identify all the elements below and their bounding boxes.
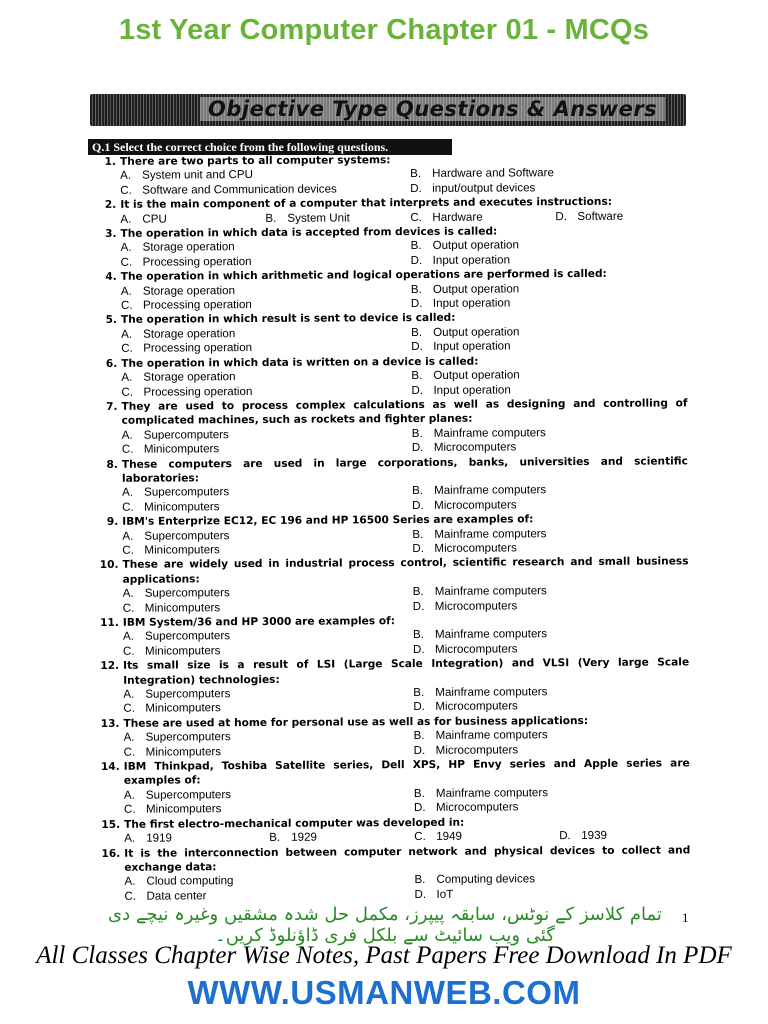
option-letter: C. bbox=[123, 702, 136, 716]
question-item bbox=[90, 151, 686, 198]
option-letter: D. bbox=[412, 498, 424, 512]
option-letter: B. bbox=[265, 211, 277, 225]
option-letter: C. bbox=[122, 644, 135, 658]
options-grid bbox=[92, 483, 688, 515]
option-text: Microcomputers bbox=[434, 642, 518, 656]
option-text: Input operation bbox=[433, 339, 511, 354]
option-text: Minicomputers bbox=[143, 442, 220, 456]
option-letter: C. bbox=[123, 745, 136, 759]
option-text: Storage operation bbox=[143, 326, 236, 341]
page-number: 1 bbox=[682, 910, 689, 925]
question-body: IBM System/36 and HP 3000 are examples of: bbox=[122, 615, 395, 629]
option-letter: D. bbox=[555, 209, 568, 223]
option-text: Mainframe computers bbox=[434, 483, 547, 498]
question-number: 10. bbox=[99, 559, 119, 572]
option-text: Input operation bbox=[432, 296, 511, 310]
question-body: It is the main component of a computer that interprets and executes instructions: bbox=[120, 196, 613, 212]
option-letter: C. bbox=[120, 255, 133, 269]
option-letter: A. bbox=[123, 730, 135, 745]
question-item bbox=[93, 713, 689, 760]
options-grid bbox=[93, 584, 689, 616]
question-body: These are used at home for personal use as well as for business applications: bbox=[123, 714, 589, 730]
option-letter: C. bbox=[121, 385, 134, 399]
option-text: Minicomputers bbox=[145, 802, 222, 816]
question-number: 6. bbox=[105, 357, 118, 370]
option-letter: D. bbox=[410, 181, 422, 195]
option-letter: B. bbox=[410, 282, 422, 296]
option-letter: D. bbox=[411, 383, 424, 397]
option-letter: D. bbox=[412, 642, 425, 656]
option-text: Supercomputers bbox=[144, 586, 230, 600]
options-grid bbox=[93, 627, 689, 659]
option-letter: B. bbox=[414, 873, 426, 887]
option-item bbox=[124, 831, 269, 846]
option-text: Supercomputers bbox=[144, 528, 230, 543]
option-letter: A. bbox=[122, 630, 134, 644]
options-grid bbox=[92, 526, 688, 558]
question-item bbox=[94, 843, 690, 904]
option-letter: C. bbox=[121, 342, 133, 356]
question-item bbox=[91, 267, 687, 314]
option-text: Supercomputers bbox=[145, 788, 232, 802]
option-text: Processing operation bbox=[143, 341, 253, 355]
options-grid bbox=[90, 166, 686, 198]
question-body: IBM's Enterprize EC12, EC 196 and HP 16500 Series are examples of: bbox=[122, 513, 534, 528]
option-letter: C. bbox=[122, 543, 135, 557]
question-body: The operation in which data is accepted from devices is called: bbox=[120, 225, 498, 240]
option-letter: B. bbox=[411, 369, 423, 383]
question-text bbox=[92, 454, 688, 486]
question-body: There are two parts to all computer systems: bbox=[120, 154, 391, 168]
option-text: Hardware bbox=[432, 210, 483, 224]
option-letter: B. bbox=[413, 729, 425, 743]
option-text: Minicomputers bbox=[144, 644, 221, 658]
options-grid bbox=[94, 728, 690, 760]
section-heading: Q.1 Select the correct choice from the following questions. bbox=[88, 139, 452, 155]
option-text: Storage operation bbox=[143, 370, 236, 384]
question-item bbox=[92, 555, 688, 616]
option-text: Mainframe computers bbox=[434, 526, 547, 541]
question-item bbox=[94, 756, 690, 817]
question-item bbox=[94, 814, 690, 846]
option-text: Mainframe computers bbox=[435, 786, 549, 800]
question-number: 5. bbox=[105, 314, 118, 327]
option-text: System unit and CPU bbox=[142, 168, 254, 183]
website-link[interactable]: WWW.USMANWEB.COM bbox=[187, 974, 581, 1011]
options-grid bbox=[94, 785, 690, 817]
option-text: Storage operation bbox=[142, 240, 235, 255]
question-number: 16. bbox=[101, 847, 121, 860]
question-item bbox=[90, 223, 686, 270]
option-letter: A. bbox=[120, 169, 132, 183]
option-text: Minicomputers bbox=[144, 543, 220, 557]
options-grid bbox=[93, 684, 689, 716]
option-letter: D. bbox=[413, 801, 426, 815]
option-item bbox=[269, 830, 414, 845]
option-letter: D. bbox=[412, 541, 425, 556]
question-body: It is the interconnection between computer network and physical devices to collect and exchange data: bbox=[124, 843, 691, 874]
option-text: Input operation bbox=[432, 253, 511, 267]
question-number: 14. bbox=[100, 760, 120, 774]
option-text: Microcomputers bbox=[435, 699, 518, 714]
option-letter: C. bbox=[122, 500, 134, 514]
option-item bbox=[555, 209, 700, 224]
option-letter: B. bbox=[413, 786, 425, 800]
option-text: Cloud computing bbox=[146, 874, 234, 888]
option-letter: A. bbox=[122, 486, 134, 500]
question-item bbox=[91, 310, 687, 357]
option-text: Processing operation bbox=[142, 298, 252, 312]
option-letter: B. bbox=[412, 628, 424, 642]
question-item bbox=[90, 195, 686, 227]
question-number: 11. bbox=[100, 616, 119, 629]
options-grid bbox=[92, 425, 688, 457]
option-text: Mainframe computers bbox=[435, 728, 548, 743]
question-number: 2. bbox=[104, 199, 117, 212]
options-grid bbox=[91, 324, 687, 356]
option-letter: B. bbox=[411, 325, 423, 339]
option-letter: C. bbox=[121, 442, 134, 456]
option-text: Output operation bbox=[432, 282, 520, 296]
option-letter: B. bbox=[412, 484, 424, 498]
option-text: Hardware and Software bbox=[432, 166, 554, 181]
question-number: 7. bbox=[106, 400, 118, 413]
option-text: Storage operation bbox=[142, 283, 236, 298]
option-text: Output operation bbox=[432, 238, 519, 253]
option-text: Minicomputers bbox=[145, 744, 222, 759]
option-text: Supercomputers bbox=[145, 687, 231, 701]
option-item bbox=[559, 828, 704, 843]
option-text: Minicomputers bbox=[144, 499, 220, 514]
option-letter: C. bbox=[410, 210, 423, 224]
option-text: Processing operation bbox=[142, 254, 252, 269]
option-text: System Unit bbox=[287, 211, 350, 225]
question-body: These computers are used in large corporations, banks, universities and scientific laboratories: bbox=[121, 454, 688, 485]
option-letter: D. bbox=[411, 441, 424, 455]
option-letter: A. bbox=[123, 687, 135, 701]
option-letter: D. bbox=[411, 340, 423, 354]
question-body: The operation in which arithmetic and logical operations are performed is called: bbox=[120, 268, 607, 284]
option-text: Output operation bbox=[433, 368, 520, 383]
options-grid bbox=[91, 238, 687, 270]
question-body: The first electro-mechanical computer was developed in: bbox=[124, 816, 465, 831]
question-item bbox=[91, 353, 687, 400]
option-letter: D. bbox=[410, 253, 423, 267]
question-item bbox=[93, 612, 689, 659]
option-letter: C. bbox=[122, 601, 135, 615]
question-text bbox=[94, 756, 690, 788]
option-letter: B. bbox=[411, 426, 423, 440]
option-text: Supercomputers bbox=[144, 485, 230, 500]
option-text: Minicomputers bbox=[144, 600, 221, 615]
option-letter: B. bbox=[412, 527, 424, 541]
option-letter: A. bbox=[120, 212, 132, 226]
option-text: 1939 bbox=[581, 828, 608, 843]
option-text: Microcomputers bbox=[434, 498, 517, 512]
option-letter: A. bbox=[120, 241, 132, 255]
option-item bbox=[414, 829, 559, 844]
option-text: IoT bbox=[436, 887, 454, 901]
options-grid bbox=[91, 367, 687, 399]
option-text: Mainframe computers bbox=[433, 425, 546, 440]
option-letter: D. bbox=[413, 743, 426, 757]
option-letter: A. bbox=[124, 875, 136, 889]
option-text: Processing operation bbox=[143, 384, 253, 399]
option-letter: B. bbox=[410, 167, 422, 181]
question-number: 12. bbox=[100, 660, 120, 673]
option-item bbox=[410, 210, 555, 225]
option-text: 1949 bbox=[436, 829, 463, 843]
option-text: 1929 bbox=[291, 830, 318, 844]
option-letter: D. bbox=[410, 297, 423, 311]
mcq-list bbox=[90, 151, 691, 904]
option-text: CPU bbox=[142, 212, 167, 226]
question-text bbox=[91, 396, 687, 428]
option-item bbox=[414, 886, 704, 902]
option-text: Data center bbox=[146, 889, 207, 903]
option-letter: A. bbox=[122, 529, 134, 543]
question-number: 8. bbox=[106, 458, 118, 471]
option-text: Microcomputers bbox=[435, 800, 519, 815]
question-number: 4. bbox=[105, 271, 117, 284]
question-text bbox=[93, 656, 689, 688]
option-letter: D. bbox=[413, 700, 426, 714]
option-letter: A. bbox=[123, 788, 135, 802]
question-item bbox=[92, 512, 688, 559]
option-text: input/output devices bbox=[432, 181, 536, 195]
option-text: Input operation bbox=[433, 382, 511, 397]
option-letter: B. bbox=[269, 830, 281, 845]
option-letter: D. bbox=[414, 887, 427, 901]
option-letter: B. bbox=[412, 585, 424, 599]
option-letter: D. bbox=[559, 829, 571, 843]
option-letter: A. bbox=[122, 586, 134, 600]
option-text: Microcomputers bbox=[434, 598, 518, 613]
question-number: 15. bbox=[101, 818, 121, 831]
question-text bbox=[92, 555, 688, 587]
question-item bbox=[91, 396, 687, 457]
option-text: Microcomputers bbox=[433, 440, 517, 455]
option-text: Microcomputers bbox=[435, 743, 519, 757]
option-letter: C. bbox=[123, 803, 136, 817]
option-letter: A. bbox=[121, 370, 133, 384]
question-body: The operation in which data is written on a device is called: bbox=[121, 355, 479, 370]
options-grid bbox=[91, 281, 687, 313]
option-letter: A. bbox=[121, 327, 133, 341]
question-number: 3. bbox=[105, 227, 117, 240]
question-body: Its small size is a result of LSI (Large Scale Integration) and VLSI (Very large Scale Integration) technologies: bbox=[123, 656, 690, 687]
banner-text: Objective Type Questions & Answers bbox=[200, 97, 665, 121]
option-text: Supercomputers bbox=[144, 629, 231, 644]
option-text: Mainframe computers bbox=[435, 685, 548, 699]
option-text: Output operation bbox=[433, 325, 520, 339]
page-title: 1st Year Computer Chapter 01 - MCQs bbox=[118, 14, 650, 46]
question-item bbox=[93, 656, 689, 717]
tagline: All Classes Chapter Wise Notes, Past Papers Free Download In PDF bbox=[36, 942, 732, 969]
question-text bbox=[94, 843, 690, 875]
option-letter: B. bbox=[413, 685, 425, 700]
option-letter: B. bbox=[410, 239, 422, 253]
question-item bbox=[92, 454, 688, 515]
option-letter: D. bbox=[412, 599, 425, 613]
option-letter: A. bbox=[121, 428, 133, 442]
question-body: They are used to process complex calculations as well as designing and controlling of complicated machines, such as rockets and fighter planes: bbox=[121, 397, 688, 428]
question-body: IBM Thinkpad, Toshiba Satellite series, Dell XPS, HP Envy series and Apple series are examples of: bbox=[123, 757, 690, 788]
option-letter: A. bbox=[124, 831, 136, 845]
option-text: Computing devices bbox=[436, 872, 536, 887]
option-text: Supercomputers bbox=[145, 730, 231, 744]
question-number: 9. bbox=[106, 515, 119, 529]
option-text: Minicomputers bbox=[145, 701, 221, 716]
option-text: Software and Communication devices bbox=[142, 182, 337, 197]
option-item bbox=[124, 888, 414, 904]
option-letter: C. bbox=[120, 183, 132, 197]
question-number: 13. bbox=[100, 717, 120, 730]
option-text: Mainframe computers bbox=[434, 627, 548, 642]
urdu-promo-line: تمام کلاسز کے نوٹس، سابقہ پیپرز، مکمل حل شدہ مشقیں وغیرہ نیچے دی گئی ویب سائیٹ سے بلکل فری ڈاؤنلوڈ کریں۔ bbox=[108, 904, 662, 946]
option-text: Supercomputers bbox=[143, 427, 229, 442]
option-letter: C. bbox=[124, 889, 137, 903]
question-number: 1. bbox=[104, 155, 117, 168]
options-grid bbox=[94, 872, 690, 904]
option-text: Software bbox=[577, 209, 624, 223]
option-letter: C. bbox=[414, 830, 426, 844]
option-text: Mainframe computers bbox=[434, 584, 547, 599]
option-letter: A. bbox=[120, 284, 132, 298]
option-item bbox=[120, 212, 265, 227]
option-text: Microcomputers bbox=[434, 541, 517, 555]
option-letter: C. bbox=[120, 298, 133, 312]
objective-banner bbox=[90, 94, 686, 126]
option-item bbox=[265, 211, 410, 226]
option-text: 1919 bbox=[146, 831, 173, 845]
question-body: The operation in which result is sent to device is called: bbox=[120, 312, 456, 327]
question-body: These are widely used in industrial process control, scientific research and small business applications: bbox=[122, 555, 689, 586]
